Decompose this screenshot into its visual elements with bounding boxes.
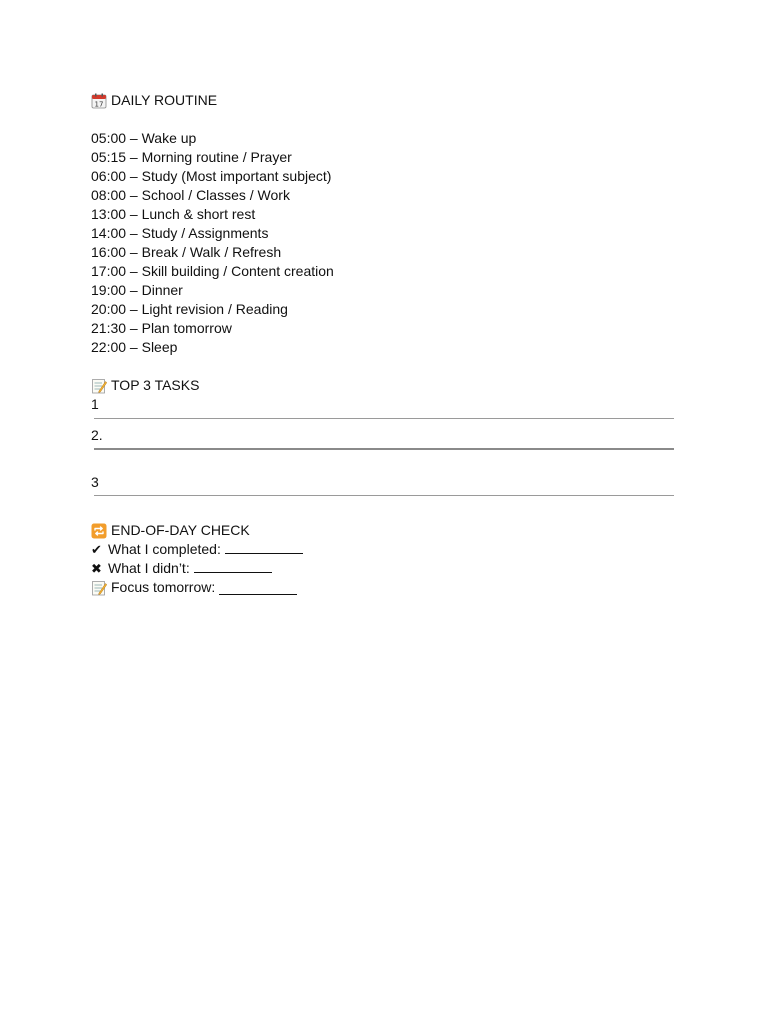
memo-icon <box>91 580 107 596</box>
routine-item: 05:00 – Wake up <box>91 130 197 146</box>
check-icon: ✔ <box>91 543 102 558</box>
check-item-label: What I completed: <box>108 541 221 557</box>
task-number: 3 <box>91 474 99 490</box>
answer-blank[interactable] <box>219 581 297 595</box>
document-page <box>91 91 691 597</box>
routine-item: 13:00 – Lunch & short rest <box>91 206 256 222</box>
routine-item: 16:00 – Break / Walk / Refresh <box>91 244 282 260</box>
routine-list <box>91 129 691 357</box>
check-item-completed <box>91 540 691 559</box>
check-item-label: What I didn’t: <box>108 560 190 576</box>
routine-item: 08:00 – School / Classes / Work <box>91 187 290 203</box>
calendar-icon <box>91 93 107 109</box>
check-item-focus <box>91 578 691 597</box>
daily-routine-title: DAILY ROUTINE <box>111 92 218 108</box>
end-of-day-heading <box>91 521 691 540</box>
answer-blank[interactable] <box>225 540 303 554</box>
routine-item: 14:00 – Study / Assignments <box>91 225 269 241</box>
routine-item: 05:15 – Morning routine / Prayer <box>91 149 292 165</box>
memo-icon <box>91 378 107 394</box>
routine-item: 19:00 – Dinner <box>91 282 183 298</box>
top-tasks-heading <box>91 376 691 395</box>
repeat-icon <box>91 523 107 539</box>
daily-routine-heading <box>91 91 691 110</box>
answer-blank[interactable] <box>194 559 272 573</box>
cross-icon: ✖ <box>91 562 102 577</box>
routine-item: 22:00 – Sleep <box>91 339 178 355</box>
routine-item: 06:00 – Study (Most important subject) <box>91 168 332 184</box>
routine-item: 17:00 – Skill building / Content creation <box>91 263 334 279</box>
task-number: 1 <box>91 396 99 412</box>
svg-text:17: 17 <box>94 100 104 108</box>
task-number: 2. <box>91 427 103 443</box>
routine-item: 21:30 – Plan tomorrow <box>91 320 232 336</box>
check-item-label: Focus tomorrow: <box>111 579 216 595</box>
end-of-day-title: END-OF-DAY CHECK <box>111 522 250 538</box>
check-item-didnt <box>91 559 691 578</box>
routine-item: 20:00 – Light revision / Reading <box>91 301 288 317</box>
top-tasks-title: TOP 3 TASKS <box>111 377 200 393</box>
